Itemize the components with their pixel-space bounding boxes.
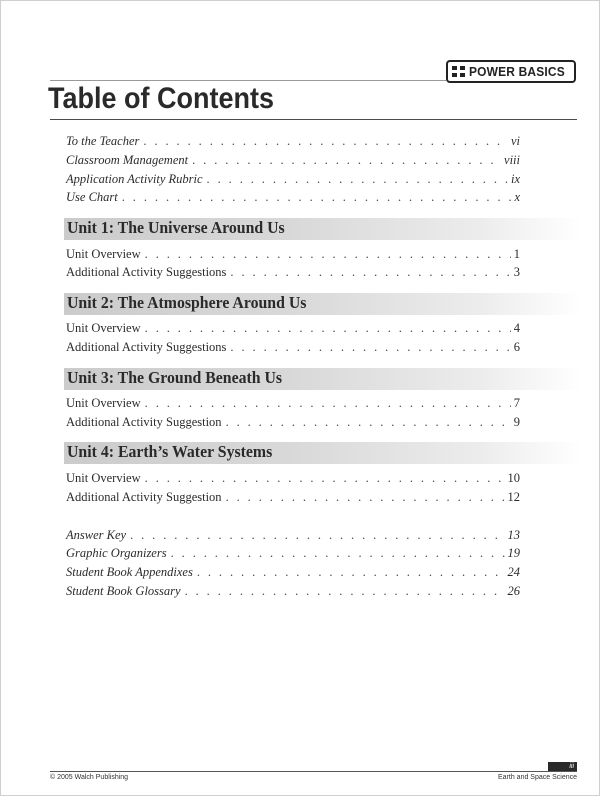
toc-entry-label: Unit Overview <box>66 396 141 410</box>
toc-entry-label: Answer Key <box>66 528 127 542</box>
brand-logo <box>446 60 576 83</box>
header-rule <box>50 80 446 81</box>
dot-leader <box>197 565 505 580</box>
toc-entry-label: Graphic Organizers <box>66 546 167 560</box>
toc-entry-label: Additional Activity Suggestion <box>66 490 222 504</box>
toc-entry-unit-1-activities[interactable] <box>66 265 520 283</box>
dot-leader <box>130 528 504 543</box>
unit-1-title: Unit 1: The Universe Around Us <box>67 218 285 237</box>
book-title: Earth and Space Science <box>498 774 577 781</box>
toc-entry-label: Unit Overview <box>66 247 141 261</box>
toc-entry-label: Additional Activity Suggestion <box>66 415 222 429</box>
toc-entry-page: 19 <box>507 546 520 560</box>
dot-leader <box>192 153 501 168</box>
toc-entry-unit-4-overview[interactable] <box>66 471 520 489</box>
dot-leader <box>185 584 505 599</box>
toc-entry-student-book-glossary[interactable] <box>66 584 520 602</box>
toc-entry-page: x <box>514 190 520 204</box>
toc-entry-use-chart[interactable] <box>66 190 520 208</box>
toc-entry-label: Student Book Glossary <box>66 584 181 598</box>
toc-entry-graphic-organizers[interactable] <box>66 546 520 564</box>
toc-entry-label: Unit Overview <box>66 321 141 335</box>
toc-entry-unit-4-activities[interactable] <box>66 490 520 508</box>
toc-entry-label: Unit Overview <box>66 471 141 485</box>
dot-leader <box>230 340 510 355</box>
toc-entry-label: Use Chart <box>66 190 118 204</box>
toc-entry-to-the-teacher[interactable] <box>66 134 520 152</box>
unit-3-title: Unit 3: The Ground Beneath Us <box>67 368 283 387</box>
toc-entry-label: Student Book Appendixes <box>66 565 193 579</box>
dot-leader <box>122 190 512 205</box>
unit-2-title: Unit 2: The Atmosphere Around Us <box>67 293 307 312</box>
page-number-tab: iii <box>548 762 577 771</box>
toc-entry-page: viii <box>504 153 520 167</box>
toc-entry-page: ix <box>510 172 520 186</box>
toc-entry-page: 12 <box>507 490 520 504</box>
toc-entry-application-activity-rubric[interactable] <box>66 172 520 190</box>
toc-entry-page: 9 <box>513 415 520 429</box>
toc-entry-unit-3-overview[interactable] <box>66 396 520 414</box>
toc-entry-label: To the Teacher <box>66 134 140 148</box>
toc-entry-student-book-appendixes[interactable] <box>66 565 520 583</box>
dot-leader <box>207 172 508 187</box>
grid-squares-icon <box>452 66 466 78</box>
toc-entry-unit-2-overview[interactable] <box>66 321 520 339</box>
dot-leader <box>145 471 505 486</box>
dot-leader <box>230 265 510 280</box>
unit-4-title: Unit 4: Earth’s Water Systems <box>67 442 273 461</box>
toc-entry-label: Additional Activity Suggestions <box>66 265 227 279</box>
dot-leader <box>171 546 505 561</box>
footer-rule <box>50 771 577 772</box>
copyright-notice: © 2005 Walch Publishing <box>50 774 129 781</box>
dot-leader <box>145 321 511 336</box>
toc-entry-page: 24 <box>507 565 520 579</box>
title-rule <box>50 119 577 120</box>
toc-entry-page: 13 <box>507 528 520 542</box>
toc-entry-page: 26 <box>507 584 520 598</box>
toc-entry-page: 7 <box>513 396 520 410</box>
toc-entry-page: 10 <box>507 471 520 485</box>
toc-entry-answer-key[interactable] <box>66 528 520 546</box>
toc-entry-page: vi <box>510 134 520 148</box>
toc-entry-unit-3-activities[interactable] <box>66 415 520 433</box>
toc-entry-label: Additional Activity Suggestions <box>66 340 227 354</box>
dot-leader <box>143 134 508 149</box>
toc-entry-classroom-management[interactable] <box>66 153 520 171</box>
toc-entry-label: Application Activity Rubric <box>66 172 203 186</box>
dot-leader <box>226 490 505 505</box>
toc-entry-unit-2-activities[interactable] <box>66 340 520 358</box>
toc-entry-unit-1-overview[interactable] <box>66 247 520 265</box>
dot-leader <box>145 247 511 262</box>
brand-name: POWER BASICS <box>469 64 565 79</box>
toc-entry-label: Classroom Management <box>66 153 189 167</box>
toc-entry-page: 1 <box>513 247 520 261</box>
dot-leader <box>226 415 511 430</box>
toc-entry-page: 3 <box>513 265 520 279</box>
toc-entry-page: 6 <box>513 340 520 354</box>
page-title: Table of Contents <box>48 82 274 115</box>
toc-entry-page: 4 <box>513 321 520 335</box>
dot-leader <box>145 396 511 411</box>
